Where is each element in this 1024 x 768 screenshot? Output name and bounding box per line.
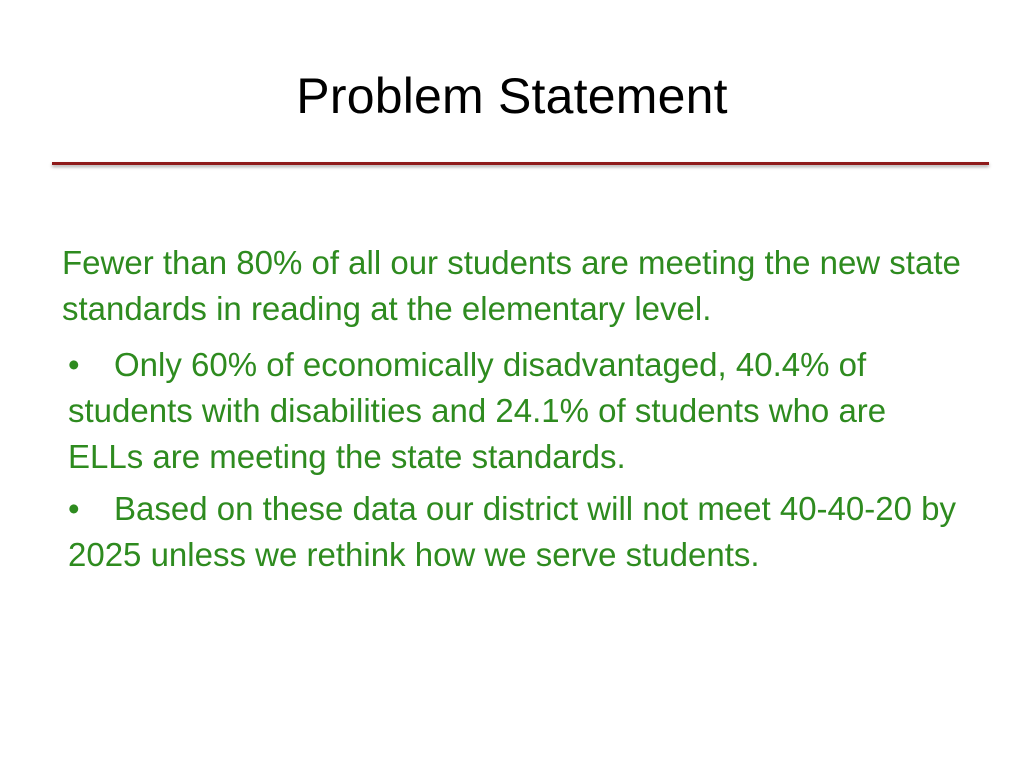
lead-paragraph: Fewer than 80% of all our students are meeting the new state standards in reading at the elementary level.	[62, 244, 961, 327]
bullet-list	[62, 342, 962, 578]
bullet-item	[62, 342, 962, 480]
bullet-icon: •	[68, 346, 80, 383]
bullet-item	[62, 486, 962, 578]
slide-body	[62, 240, 962, 584]
bullet-text: Only 60% of economically disadvantaged, 40.4% of students with disabilities and 24.1% of students who are ELLs are meeting the state standards.	[68, 346, 887, 475]
bullet-icon: •	[68, 490, 80, 527]
bullet-text: Based on these data our district will not meet 40-40-20 by 2025 unless we rethink how we serve students.	[68, 490, 956, 573]
title-divider	[52, 162, 989, 165]
slide-title: Problem Statement	[296, 68, 728, 124]
